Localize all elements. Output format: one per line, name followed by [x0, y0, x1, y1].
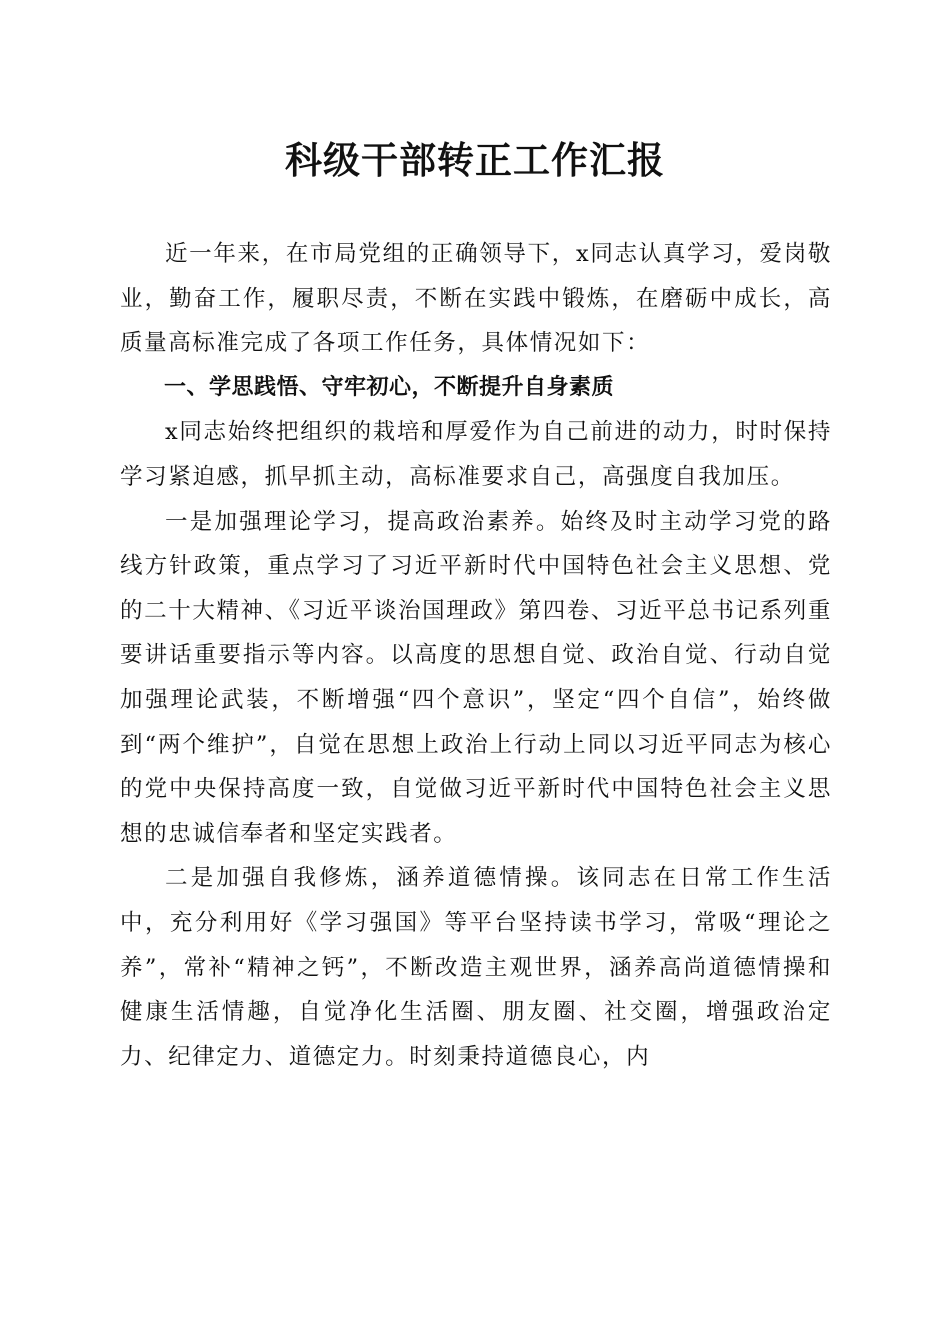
document-body [120, 232, 832, 1079]
point-two-body: 该同志在日常工作生活中，充分利用好《学习强国》等平台坚持读书学习，常吸“理论之养”，常补“精神之钙”，不断改造主观世界，涵养高尚道德情操和健康生活情趣，自觉净化生活圈、朋友圈、社交圈，增强政治定力、纪律定力、道德定力。时刻秉持道德良心，内 [120, 865, 832, 1070]
intro-paragraph: 近一年来，在市局党组的正确领导下，x同志认真学习，爱岗敬业，勤奋工作，履职尽责，不断在实践中锻炼，在磨砺中成长，高质量高标准完成了各项工作任务，具体情况如下： [120, 241, 832, 357]
point-one-paragraph [120, 500, 832, 857]
section-heading: 一、学思践悟、守牢初心，不断提升自身素质 [164, 374, 615, 400]
point-one-body: 始终及时主动学习党的路线方针政策，重点学习了习近平新时代中国特色社会主义思想、党的二十大精神、《习近平谈治国理政》第四卷、习近平总书记系列重要讲话重要指示等内容。以高度的思想自觉、政治自觉、行动自觉加强理论武装，不断增强“四个意识”，坚定“四个自信”，始终做到“两个维护”，自觉在思想上政治上行动上同以习近平同志为核心的党中央保持高度一致，自觉做习近平新时代中国特色社会主义思想的忠诚信奉者和坚定实践者。 [120, 508, 832, 847]
point-two-lead: 二是加强自我修炼，涵养道德情操。 [165, 865, 577, 892]
point-two-paragraph [120, 856, 832, 1079]
point-one-lead: 一是加强理论学习，提高政治素养。 [165, 508, 561, 535]
section-summary-paragraph: x同志始终把组织的栽培和厚爱作为自己前进的动力，时时保持学习紧迫感，抓早抓主动，高标准要求自己，高强度自我加压。 [120, 419, 832, 490]
document-title: 科级干部转正工作汇报 [285, 138, 665, 182]
